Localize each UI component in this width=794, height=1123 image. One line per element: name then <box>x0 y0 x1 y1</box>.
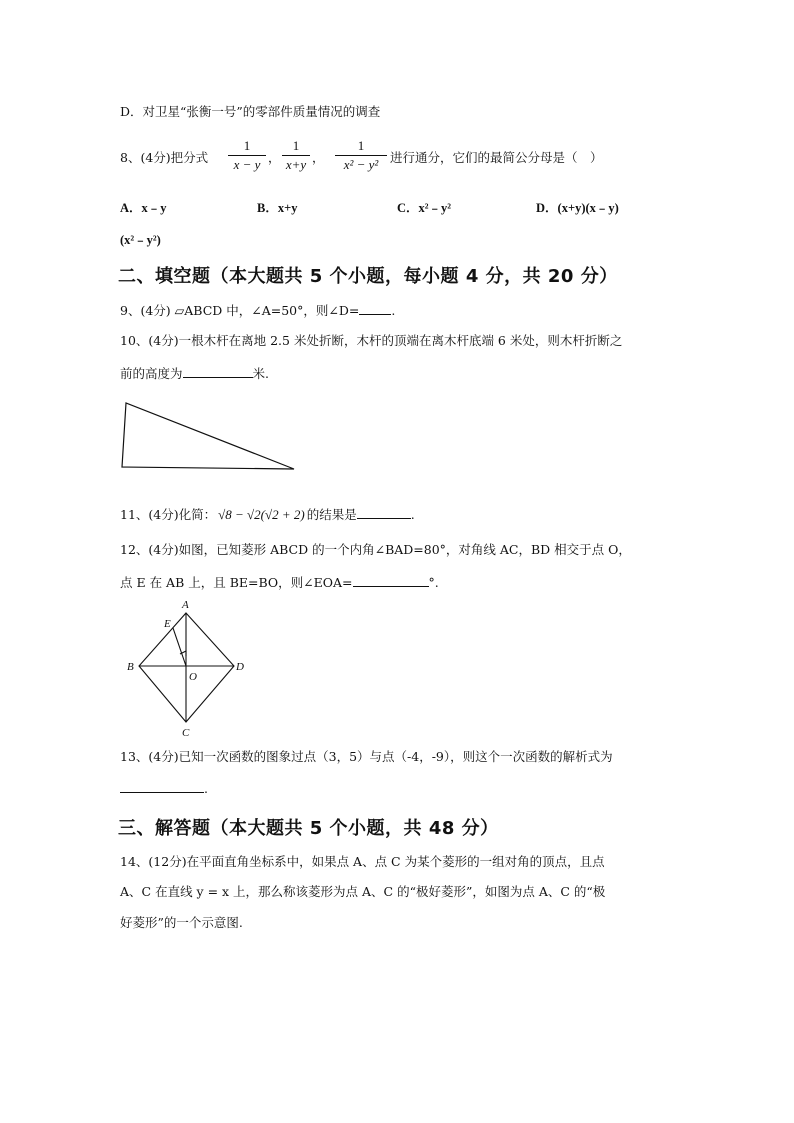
q7-option-d: D．对卫星“张衡一号”的零部件质量情况的调查 <box>120 104 381 119</box>
q11-expression: √8 − √2(√2 + 2) <box>218 507 305 522</box>
q8-option-c: C．x²﹣y² <box>397 201 452 215</box>
q8-separator-1: ， <box>268 150 281 165</box>
section-2-heading: 二、填空题（本大题共 5 个小题，每小题 4 分，共 20 分） <box>118 266 618 287</box>
segment-eo <box>173 628 186 666</box>
q8-frac3-numerator: 1 <box>357 138 365 153</box>
q8-frac1-numerator: 1 <box>243 138 251 153</box>
label-e: E <box>164 618 171 630</box>
q10-line-1: 10、(4分)一根木杆在离地 2.5 米处折断，木杆的顶端在离木杆底端 6 米处，则木杆折断之 <box>120 333 623 348</box>
section-3-heading: 三、解答题（本大题共 5 个小题，共 48 分） <box>118 818 499 839</box>
label-d: D <box>236 661 244 673</box>
label-a: A <box>182 599 189 611</box>
q11-end: 的结果是 <box>306 507 357 522</box>
q8-frac2-denominator: x+y <box>285 157 307 172</box>
q14-line-2: A、C 在直线 y = x 上，那么称该菱形为点 A、C 的“极好菱形”，如图为点 A、C 的“极 <box>120 884 606 899</box>
label-o: O <box>189 671 197 683</box>
q11-tail: . <box>410 507 415 522</box>
label-b: B <box>127 661 134 673</box>
q13-line-2 <box>120 780 208 797</box>
q8-option-a: A．x﹣y <box>120 201 167 215</box>
q13-line-2-end: . <box>204 781 208 796</box>
q8-suffix: 进行通分，它们的最简公分母是（ ） <box>390 150 603 165</box>
q8-option-b: B．x+y <box>257 201 298 215</box>
q9-question: 9、(4分) ▱ABCD 中，∠A=50°，则∠D= <box>120 303 360 318</box>
q14-line-1: 14、(12分)在平面直角坐标系中，如果点 A、点 C 为某个菱形的一组对角的顶点，且点 <box>120 854 605 869</box>
q10-line-2-start: 前的高度为 <box>120 366 183 381</box>
q8-option-d: D．(x+y)(x﹣y) <box>536 201 619 215</box>
q8-option-d-continued: (x²﹣y²) <box>120 233 161 247</box>
label-c: C <box>182 727 190 739</box>
q13-line-1: 13、(4分)已知一次函数的图象过点（3，5）与点（-4，-9），则这个一次函数的解析式为 <box>120 749 613 764</box>
q8-frac2-numerator: 1 <box>292 138 300 153</box>
q12-line-2-start: 点 E 在 AB 上，且 BE=BO，则∠EOA= <box>120 575 353 590</box>
q8-frac1-denominator: x − y <box>233 157 261 172</box>
q10-line-2-end: 米. <box>252 366 269 381</box>
q8-frac3-denominator: x² − y² <box>343 157 379 172</box>
q9-end: . <box>391 303 396 318</box>
q11-start: 11、(4分)化简： <box>120 507 217 522</box>
q12-line-2-end: °. <box>428 575 439 590</box>
q13-answer-blank <box>120 780 204 793</box>
q14-line-3: 好菱形”的一个示意图. <box>120 915 243 930</box>
q8-separator-2: ， <box>312 150 325 165</box>
q8-prefix: 8、(4分)把分式 <box>120 150 209 165</box>
q12-line-1: 12、(4分)如图，已知菱形 ABCD 的一个内角∠BAD=80°，对角线 AC，BD 相交于点 O， <box>120 542 631 557</box>
